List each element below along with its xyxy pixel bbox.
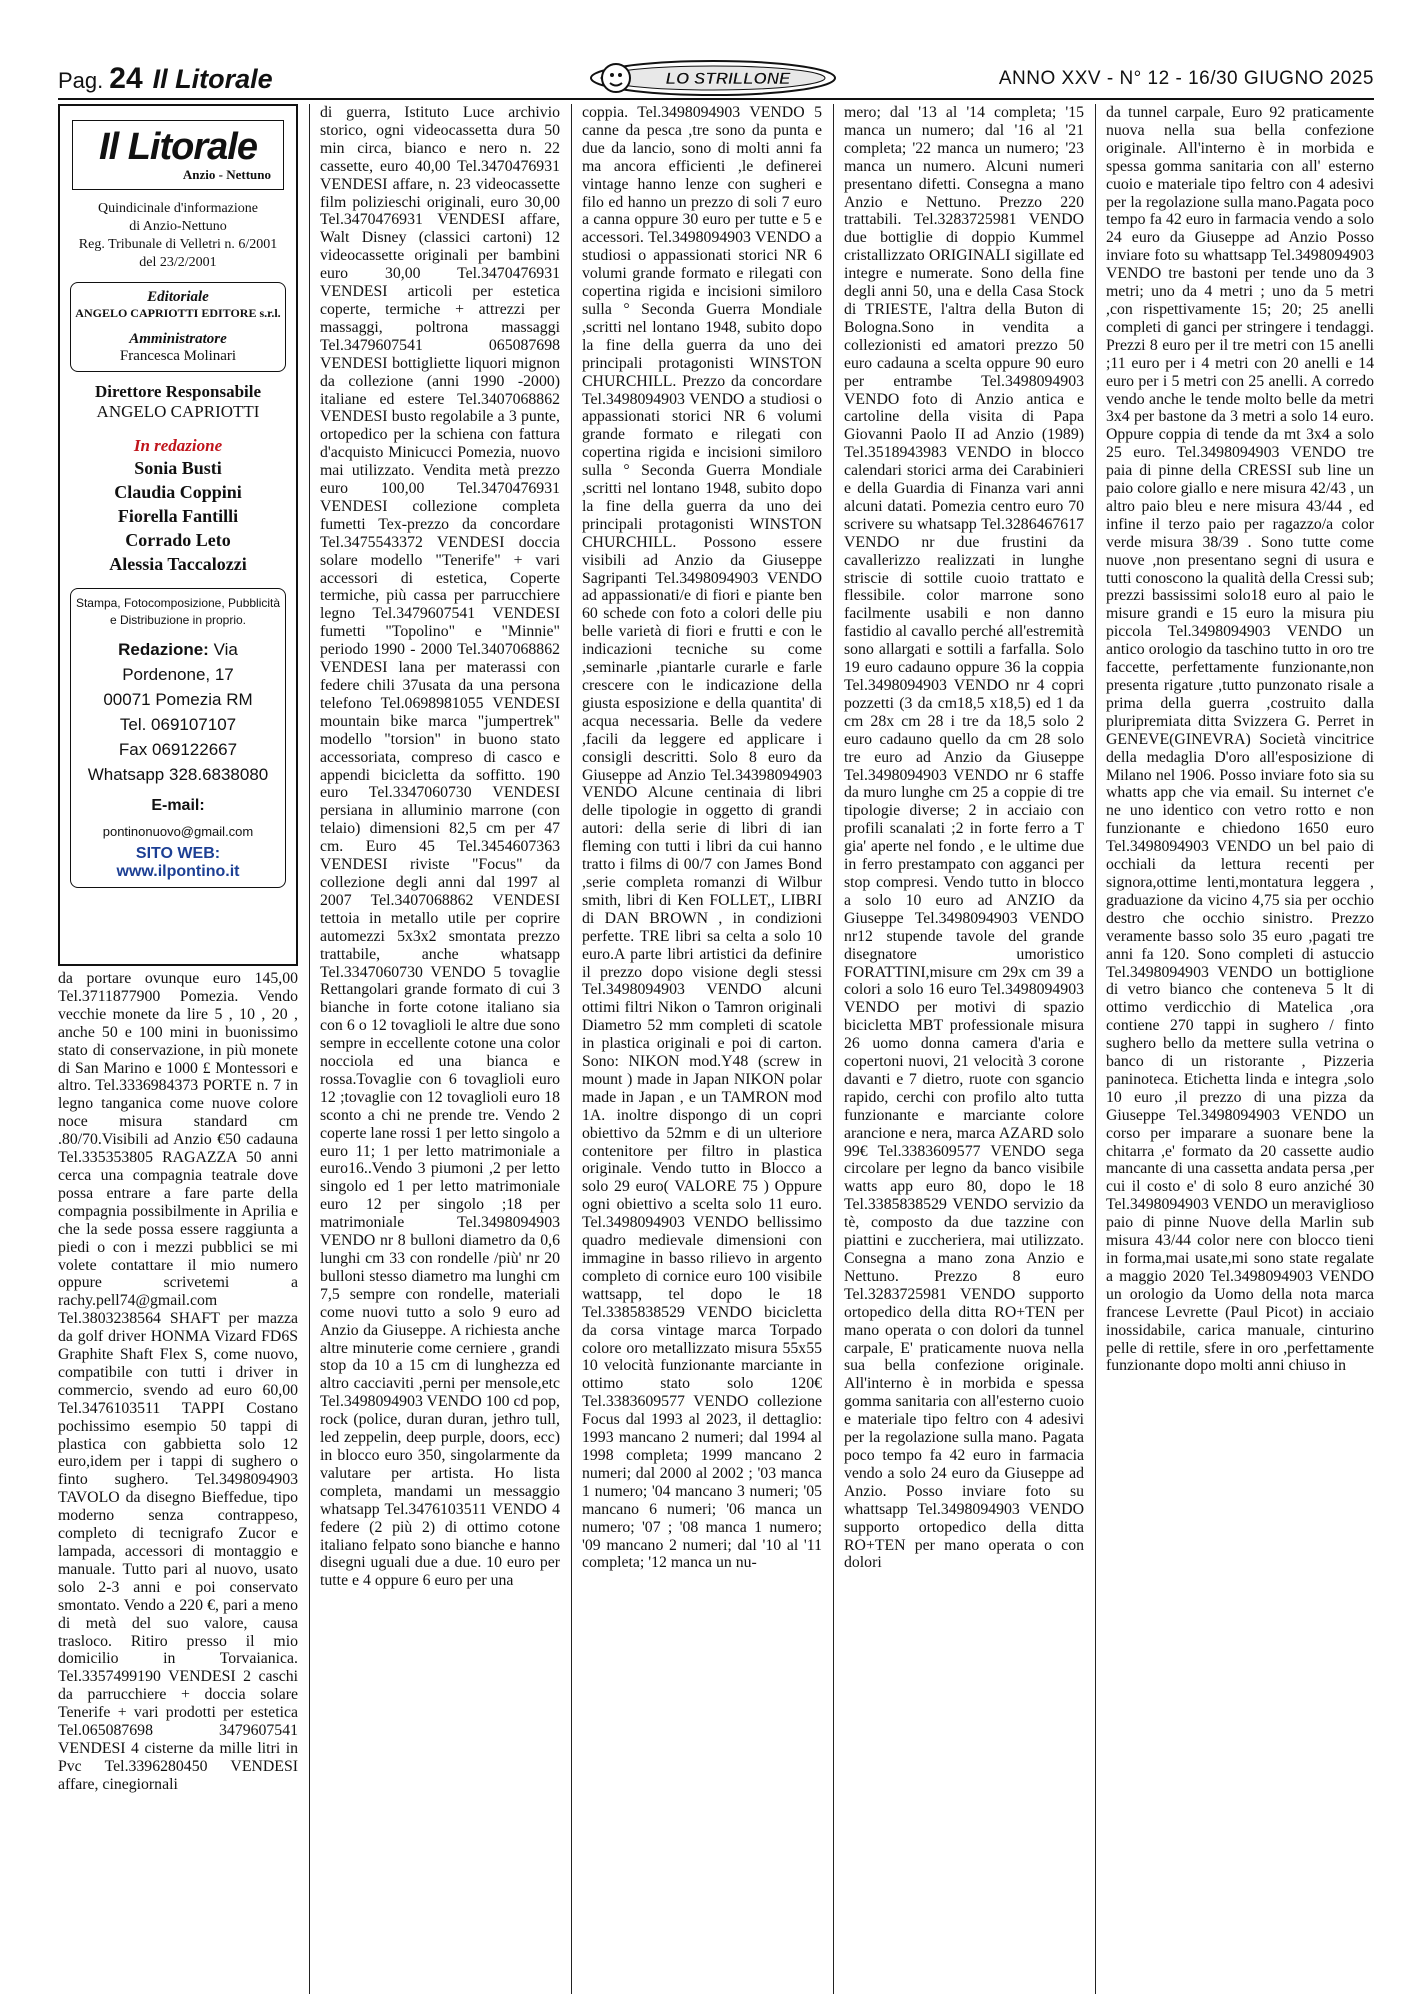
info-line: di Anzio-Nettuno (129, 219, 227, 234)
column-divider (1095, 104, 1096, 1994)
website-link[interactable]: SITO WEB: www.ilpontino.it (116, 845, 240, 880)
staff-member: Alessia Taccalozzi (109, 554, 247, 574)
staff-list (60, 456, 296, 576)
editoriale-label: Editoriale (147, 289, 209, 305)
editorial-box (70, 282, 286, 372)
amministratore-label: Amministratore (129, 331, 227, 347)
cap: 00071 Pomezia RM (103, 690, 253, 709)
column-divider (833, 104, 834, 1994)
info-line: Reg. Tribunale di Velletri n. 6/2001 (78, 237, 278, 252)
print-line: Stampa, Fotocomposizione, Pubblicità (75, 596, 281, 610)
page-label: Pag. (58, 68, 104, 93)
column-text: da portare ovunque euro 145,00 Tel.3711877900 Pomezia. Vendo vecchie monete da lire 5 , 10 , 20 , anche 50 e 100 mini in buonissimo stato di conservazione, in più monete di San Marino e 1000 £ Montessori e altro. Tel.3336984373 PORTE n. 7 in legno tanganica come nuove colore noce misura standard cm .80/70.Visibili ad Anzio €50 cadauna Tel.335353805 RAGAZZA 50 anni cerca una compagnia teatrale dove possa entrare a fare parte della compagnia possibilmente in Aprilia e che la sede possa essere raggiunta a piedi o con i mezzi pubblici se mi volete contattare il mio numero oppure scrivetemi a rachy.pell74@gmail.com Tel.3803238564 SHAFT per mazza da golf driver HONMA Vizard FD6S Graphite Shaft Flex S, come nuovo, compatibile con tutti i driver in commercio, svendo ad euro 60,00 Tel.3476103511 TAPPI Costano pochissimo esempio 50 tappi di plastica con gabbietta solo 12 euro,idem per i tappi di sughero o finto sughero. Tel.3498094903 TAVOLO da disegno Bieffedue, tipo moderno senza contrappeso, completo di tecnigrafo Zucor e lampada, accessori di montaggio e manuale. Tutto pari al nuovo, usato solo 2-3 anni e poi conservato smontato. Vendo a 220 €, pari a meno di metà del suo valore, causa trasloco. Ritiro presso il mio domicilio in Torvaianica. Tel.3357499190 VENDESI 2 caschi da parrucchiere + doccia solare Tenerife + vari prodotti per estetica Tel.065087698 3479607541 VENDESI 4 cisterne da mille litri in Pvc Tel.3396280450 VENDESI affare, cinegiornali (58, 970, 298, 1793)
classifieds-column-3 (582, 104, 822, 1994)
column-divider (571, 104, 572, 1994)
email-line (75, 793, 281, 845)
staff-member: Fiorella Fantilli (117, 506, 239, 526)
redazione-address-label: Redazione: (118, 640, 209, 659)
page-number: 24 (109, 62, 143, 95)
lo-strillone-logo-text: LO STRILLONE (665, 69, 791, 88)
page-number-block (58, 62, 273, 96)
column-text: da tunnel carpale, Euro 92 praticamente nuova nella sua bella confezione originale. All'interno è in morbida e spessa gomma sanitaria con all' esterno cuoio e materiale tipo feltro con 4 adesivi per la regolazione sulla mano.Pagata poco tempo fa 42 euro in farmacia vendo a solo 24 euro da Giuseppe ad Anzio Posso inviare foto su whattsapp Tel.3498094903 VENDO tre bastoni per tende uno da 3 metri; uno da 4 metri ; uno da 5 metri ,con rispettivamente 15; 20; 25 anelli completi di ganci per stringere i tendaggi. Prezzi 8 euro per il tre metri con 15 anelli ;11 euro per i 4 metri con 20 anelli e 14 euro per i 5 metri con 25 anelli. A corredo vendo anche le tende molto belle da metri 3x4 per bastone da 3 metri a solo 14 euro. Oppure coppia di tende da mt 3x4 a solo 25 euro. Tel.3498094903 VENDO tre paia di pinne della CRESSI sub line un paio colore giallo e nere misura 42/43 , un altro paio bleu e nere misura 43/44 , ed infine il terzo paio per ragazzo/a color verde misura 38/39 . Sono tutte come nuove ,non presentano segni di usura e tutti conoscono la qualità della Cressi sub; prezzi bassissimi solo18 euro al paio le misure grandi e 15 euro la misura piu piccola Tel.3498094903 VENDO un antico orologio da taschino tutto in oro tre faccette, perfettamente funzionante,non presenta rigature ,tutto punzonato risale a prima della guerra ,costruito dalla pluripremiata ditta Svizzera G. Perret in GENEVE(GINEVRA) Società vincitrice della medaglia D'oro all'esposizione di Milano nel 1906. Posso inviare foto sia su whatts app che via email. Su internet c'e ne uno identico con vetro rotto e non funzionante e chiedono 1650 euro Tel.3498094903 VENDO un bel paio di occhiali da lettura recenti per signora,ottime lenti,montatura leggera , graduazione da vicino 4,75 sia per occhio destro che occhio sinistro. Prezzo veramente basso solo 35 euro ,pagati tre anni fa 120. Sono completi di astuccio Tel.3498094903 VENDO un bottiglione di vetro bianco che conteneva 5 lt di ottimo verdicchio di Matelica ,ora contiene 270 tappi in sughero / finto sughero bello da mettere sulla vetrina o banco di un ristorante , Pizzeria paninoteca. Etichetta linda e integra ,solo 10 euro ,il prezzo di una pizza da Giuseppe Tel.3498094903 VENDO un corso per imparare a suonare bene la chitarra ,e' formato da 20 cassette audio mancante di una cassetta andata persa ,per cui il costo e' di solo 8 euro anziché 30 Tel.3498094903 VENDO un meraviglioso paio di pinne Nuove della Marlin sub misura 43/44 color nere con blocco tieni in forma,mai usate,mi sono state regalate a maggio 2020 Tel.3498094903 VENDO un orologio da Uomo della nota marca francese Levrette (Paul Picot) in acciaio inossidabile, carica manuale, cinturino pelle di rettile, sfere in oro ,perfettamente funzionante dopo molti anni chiuso in (1106, 104, 1374, 1375)
editore-name: ANGELO CAPRIOTTI EDITORE s.r.l. (75, 306, 281, 320)
masthead-box (58, 104, 298, 966)
header-title: Il Litorale (152, 64, 273, 94)
info-line: del 23/2/2001 (139, 255, 217, 270)
page-header (58, 62, 1374, 98)
classifieds-column-2 (320, 104, 560, 1994)
masthead-logo: Il Litorale (99, 126, 257, 168)
print-line: e Distribuzione in proprio. (109, 613, 247, 627)
masthead-subtitle: Anzio - Nettuno (182, 167, 271, 182)
email-label: E-mail: (151, 797, 205, 814)
staff-member: Corrado Leto (125, 530, 231, 550)
issue-info: ANNO XXV - N° 12 - 16/30 GIUGNO 2025 (998, 68, 1374, 89)
staff-member: Claudia Coppini (114, 482, 242, 502)
contact-box (70, 588, 286, 888)
classifieds-column-5 (1106, 104, 1374, 1994)
info-line: Quindicinale d'informazione (98, 201, 258, 216)
classifieds-column-4 (844, 104, 1084, 1994)
telephone: Tel. 069107107 (119, 715, 237, 734)
column-text: di guerra, Istituto Luce archivio storico, ogni videocassetta dura 50 min circa, bianco e nero n. 22 cassette, euro 40,00 Tel.3470476931 VENDESI affare, n. 23 videocassette film polizieschi originali, euro 30,00 Tel.3470476931 VENDESI affare, Walt Disney (classici cartoni) 12 videocassette originali per bambini euro 30,00 Tel.3470476931 VENDESI articoli per estetica coperte, termiche + attrezzi per massaggi, poltrona massaggi Tel.3479607541 065087698 VENDESI bottigliette liquori mignon da collezione (anni 1990 -2000) italiane ed estere Tel.3407068862 VENDESI busto regolabile a 3 punte, ortopedico per la schiena con fattura d'acquisto Minicucci Pomezia, nuovo mai utilizzato. Vendita metà prezzo euro 100,00 Tel.3470476931 VENDESI collezione completa fumetti Tex-prezzo da concordare Tel.3475543372 VENDESI doccia solare modello "Tenerife" + vari accessori di estetica, Coperte termiche, più cassa per parrucchiere legno Tel.3479607541 VENDESI fumetti "Topolino" e "Minnie" periodo 1990 - 2000 Tel.3407068862 VENDESI lana per materassi con federe chili 37usata da una persona telefono Tel.0698981055 VENDESI mountain bike marca "jumpertrek" modello "torsion" in buono stato accessoriata, compreso di casco e appendi bicicletta da soffitto. 190 euro Tel.3347060730 VENDESI persiana in alluminio marrone (con telaio) dimensioni 82,5 cm per 47 cm. Euro 45 Tel.3454607363 VENDESI riviste "Focus" da collezione degli anni dal 1997 al 2007 Tel.3407068862 VENDESI tettoia in metallo utile per coprire automezzi 5x3x2 smontata prezzo trattabile, anche whatsapp Tel.3347060730 VENDO 5 tovaglie Rettangolari grande formato di cui 3 bianche in forte cotone italiano sia con 6 o 12 tovaglioli le altre due sono sempre in eccellente cotone una color nocciola ed una bianca e rossa.Tovaglie con 6 tovaglioli euro 12 ;tovaglie con 12 tovaglioli euro 18 sconto a chi ne prende tre. Vendo 2 coperte lane rossi 1 per letto singolo a euro 11; 1 per letto matrimoniale a euro16..Vendo 3 piumoni ,2 per letto singolo ed 1 per letto matrimoniale euro 12 per singolo ;18 per matrimoniale Tel.3498094903 VENDO nr 8 bulloni diametro da 0,6 lunghi cm 33 con rondelle /più' nr 20 bulloni stesso diametro ma lunghi cm 7,5 sempre con rondelle, materiali come nuovi tutto a solo 9 euro ad Anzio da Giuseppe. A richiesta anche altre minuterie come cerniere , grandi stop da 10 a 15 cm di lunghezza ed altro cacciaviti ,perni per mensole,etc Tel.3498094903 VENDO 100 cd pop, rock (police, duran duran, jethro tull, led zeppelin, deep purple, doors, ecc) in blocco euro 350, singolarmente da valutare per artista. Ho lista completa, mandami un messaggio whatsapp Tel.3476103511 VENDO 4 federe (2 più 2) di ottimo cotone italiano felpato sono bianche e hanno disegni uguali due a due. 10 euro per tutte e 4 oppure 6 euro per una (320, 104, 560, 1590)
direttore-label: Direttore Responsabile (94, 382, 262, 401)
classifieds-column-1 (58, 970, 298, 1994)
column-divider (309, 104, 310, 1994)
header-rule (58, 98, 1374, 100)
redazione-address-value: Via Pordenone, 17 (122, 640, 238, 684)
staff-member: Sonia Busti (134, 458, 222, 478)
column-text: mero; dal '13 al '14 completa; '15 manca un numero; dal '16 al '21 completa; '22 manca un numero; '23 manca un numero. Alcuni numeri presentano difetti. Consegna a mano Anzio e Nettuno. Prezzo 220 trattabili. Tel.3283725981 VENDO due bottiglie di doppio Kummel cristallizzato ORIGINALI sigillate ed integre e numerate. Sono della fine degli anni 50, una e della Casa Stock di TRIESTE, l'altra della Buton di Bologna.Sono in vendita a collezionisti ed amatori prezzo 50 euro cadauna a scelta oppure 90 euro per entrambe Tel.3498094903 VENDO foto di Anzio antica e cartoline della visita di Papa Giovanni Paolo II ad Anzio (1989) Tel.3518943983 VENDO in blocco calendari storici arma dei Carabinieri e della Guardia di Finanza vari anni alcuni datati. Pomezia centro euro 70 scrivere su whatsapp Tel.3286467617 VENDO nr due frustini da cavallerizzo realizzati in lunghe striscie di sottile cuoio trattato e flessibile. color marrone sono facilmente usabili e non danno fastidio al cavallo perché all'estremità sono allargati e sottili a farfalla. Solo 19 euro cadauno oppure 36 la coppia Tel.3498094903 VENDO nr 4 copri pozzetti (3 da cm18,5 x18,5) ed 1 da cm 28x cm 28 i tre da 18,5 solo 2 euro cadauno quello da cm 28 solo tre euro ad Anzio da Giuseppe Tel.3498094903 VENDO nr 6 staffe da muro lunghe cm 25 a coppie di tre tipologie diverse; 2 in acciaio con profili scanalati ;2 in forte ferro a T gia' aperte nel fondo , e le ultime due in ferro prestampato con agganci per stop compresi. Vendo tutto in blocco a solo 10 euro ad ANZIO da Giuseppe Tel.3498094903 VENDO nr12 stupende tavole del grande disegnatore umoristico FORATTINI,misure cm 29x cm 39 a colori a solo 16 euro Tel.3498094903 VENDO per motivi di spazio bicicletta MBT professionale misura 26 uomo donna camera d'aria e copertoni nuovi, 21 velocità 3 corone davanti e 7 dietro, ruote con sgancio rapido, cerchi con profilo alto tutta funzionante e marciante colore arancione e nera, marca AZARD solo 99€ Tel.3383609577 VENDO sega circolare per legno da banco visibile watts app euro 80, dopo le 18 Tel.3385838529 VENDO servizio da tè, composto da due tazzine con piattini e zuccheriera, mai utilizzato. Consegna a mano zona Anzio e Nettuno. Prezzo 8 euro Tel.3283725981 VENDO supporto ortopedico della ditta RO+TEN per mano operata o con dolori da tunnel carpale, E' praticamente nuova nella sua bella confezione originale. All'interno è in morbida e spessa gomma sanitaria con all'esterno cuoio e materiale tipo feltro con 4 adesivi per la regolazione sulla mano. Pagata poco tempo fa 42 euro in farmacia vendo a solo 24 euro da Giuseppe ad Anzio. Posso inviare foto su whattsapp Tel.3498094903 VENDO supporto ortopedico della ditta RO+TEN per mano operata o con dolori (844, 104, 1084, 1572)
email-address[interactable]: pontinonuovo@gmail.com (102, 824, 254, 839)
masthead-info (60, 200, 296, 272)
amministratore-name: Francesca Molinari (119, 348, 237, 364)
redazione-label: In redazione (133, 436, 223, 455)
fax: Fax 069122667 (118, 740, 238, 759)
print-info (75, 595, 281, 629)
direttore-name: ANGELO CAPRIOTTI (96, 402, 260, 421)
masthead-title-box (72, 120, 284, 190)
redazione-address (75, 637, 281, 687)
whatsapp: Whatsapp 328.6838080 (87, 765, 269, 784)
column-text: coppia. Tel.3498094903 VENDO 5 canne da pesca ,tre sono da punta e due da lancio, sono di molti anni fa ma ancora efficienti ,le definerei vintage hanno lenze con sugheri e filo ed hanno un prezzo di soli 7 euro a canna oppure 30 euro per tutte e 5 e accessori. Tel.3498094903 VENDO a studiosi o appassionati storici NR 6 volumi grande formato e rilegati con copertina rigida e incisioni similoro sulla ° Seconda Guerra Mondiale ,scritti nel lontano 1948, subito dopo la fine della guerra da uno dei principali protagonisti WINSTON CHURCHILL. Prezzo da concordare Tel.3498094903 VENDO a studiosi o appassionati storici NR 6 volumi grande formato e rilegati con copertina rigida e incisioni similoro sulla ° Seconda Guerra Mondiale ,scritti nel lontano 1948, subito dopo la fine della guerra da uno dei principali protagonisti WINSTON CHURCHILL. Possono essere visibili ad Anzio da Giuseppe Sagripanti Tel.3498094903 VENDO ad appassionati/e di fiori e piante ben 60 schede con foto a colori delle piu belle varietà di fiori e frutti e con le indicazioni tecniche su come ,seminarle ,piantarle curarle e farle crescere con le indicazione della giusta esposizione e della quantita' di acqua necessaria. Belle da vedere ,facili da leggere ed applicare i consigli descritti. Solo 8 euro da Giuseppe ad Anzio Tel.34398094903 VENDO Alcune centinaia di libri delle tipologie in oggetto di grandi autori: della serie di libri di ian fleming con tutti i libri da cui hanno tratto i films di 00/7 con James Bond ,serie completa romanzi di Wilbur smith, libri di Ken FOLLET,, LIBRI di DAN BROWN , in condizioni perfette. TRE libri sa celta a solo 10 euro.A parte libri artistici da definire il prezzo dopo visione degli stessi Tel.3498094903 VENDO alcuni ottimi filtri Nikon o Tamron originali Diametro 52 mm completi di scatole in plastica originali e poi di carton. Sono: NIKON mod.Y48 (screw in mount ) made in Japan NIKON polar made in Japan , e un TAMRON mod 1A. inoltre dispongo di un copri obiettivo da 52mm e di un ulteriore contenitore per filtro in plastica originale. Vendo tutto in Blocco a solo 29 euro( VALORE 75 ) Oppure ogni obiettivo a scelta solo 11 euro. Tel.3498094903 VENDO bellissimo quadro medievale dimensioni con immagine in basso rilievo in argento completo di cornice euro 100 visibile wattsapp, tel dopo le 18 Tel.3385838529 VENDO bicicletta da corsa vintage marca Torpado colore oro metallizzato misura 55x55 10 velocità funzionante marciante in ottimo stato solo 120€ Tel.3383609577 VENDO collezione Focus dal 1993 al 2023, il dettaglio: 1993 mancano 2 numeri; dal 1994 al 1998 completa; 1999 mancano 2 numeri; dal 2000 al 2002 ; '03 manca 1 numero; '04 mancano 3 numeri; '05 mancano 6 numeri; '06 manca un numero; '07 ; '08 manca 1 numero; '09 mancano 2 numeri; dal '10 al '11 completa; '12 manca un nu- (582, 104, 822, 1572)
lo-strillone-logo (588, 58, 838, 98)
